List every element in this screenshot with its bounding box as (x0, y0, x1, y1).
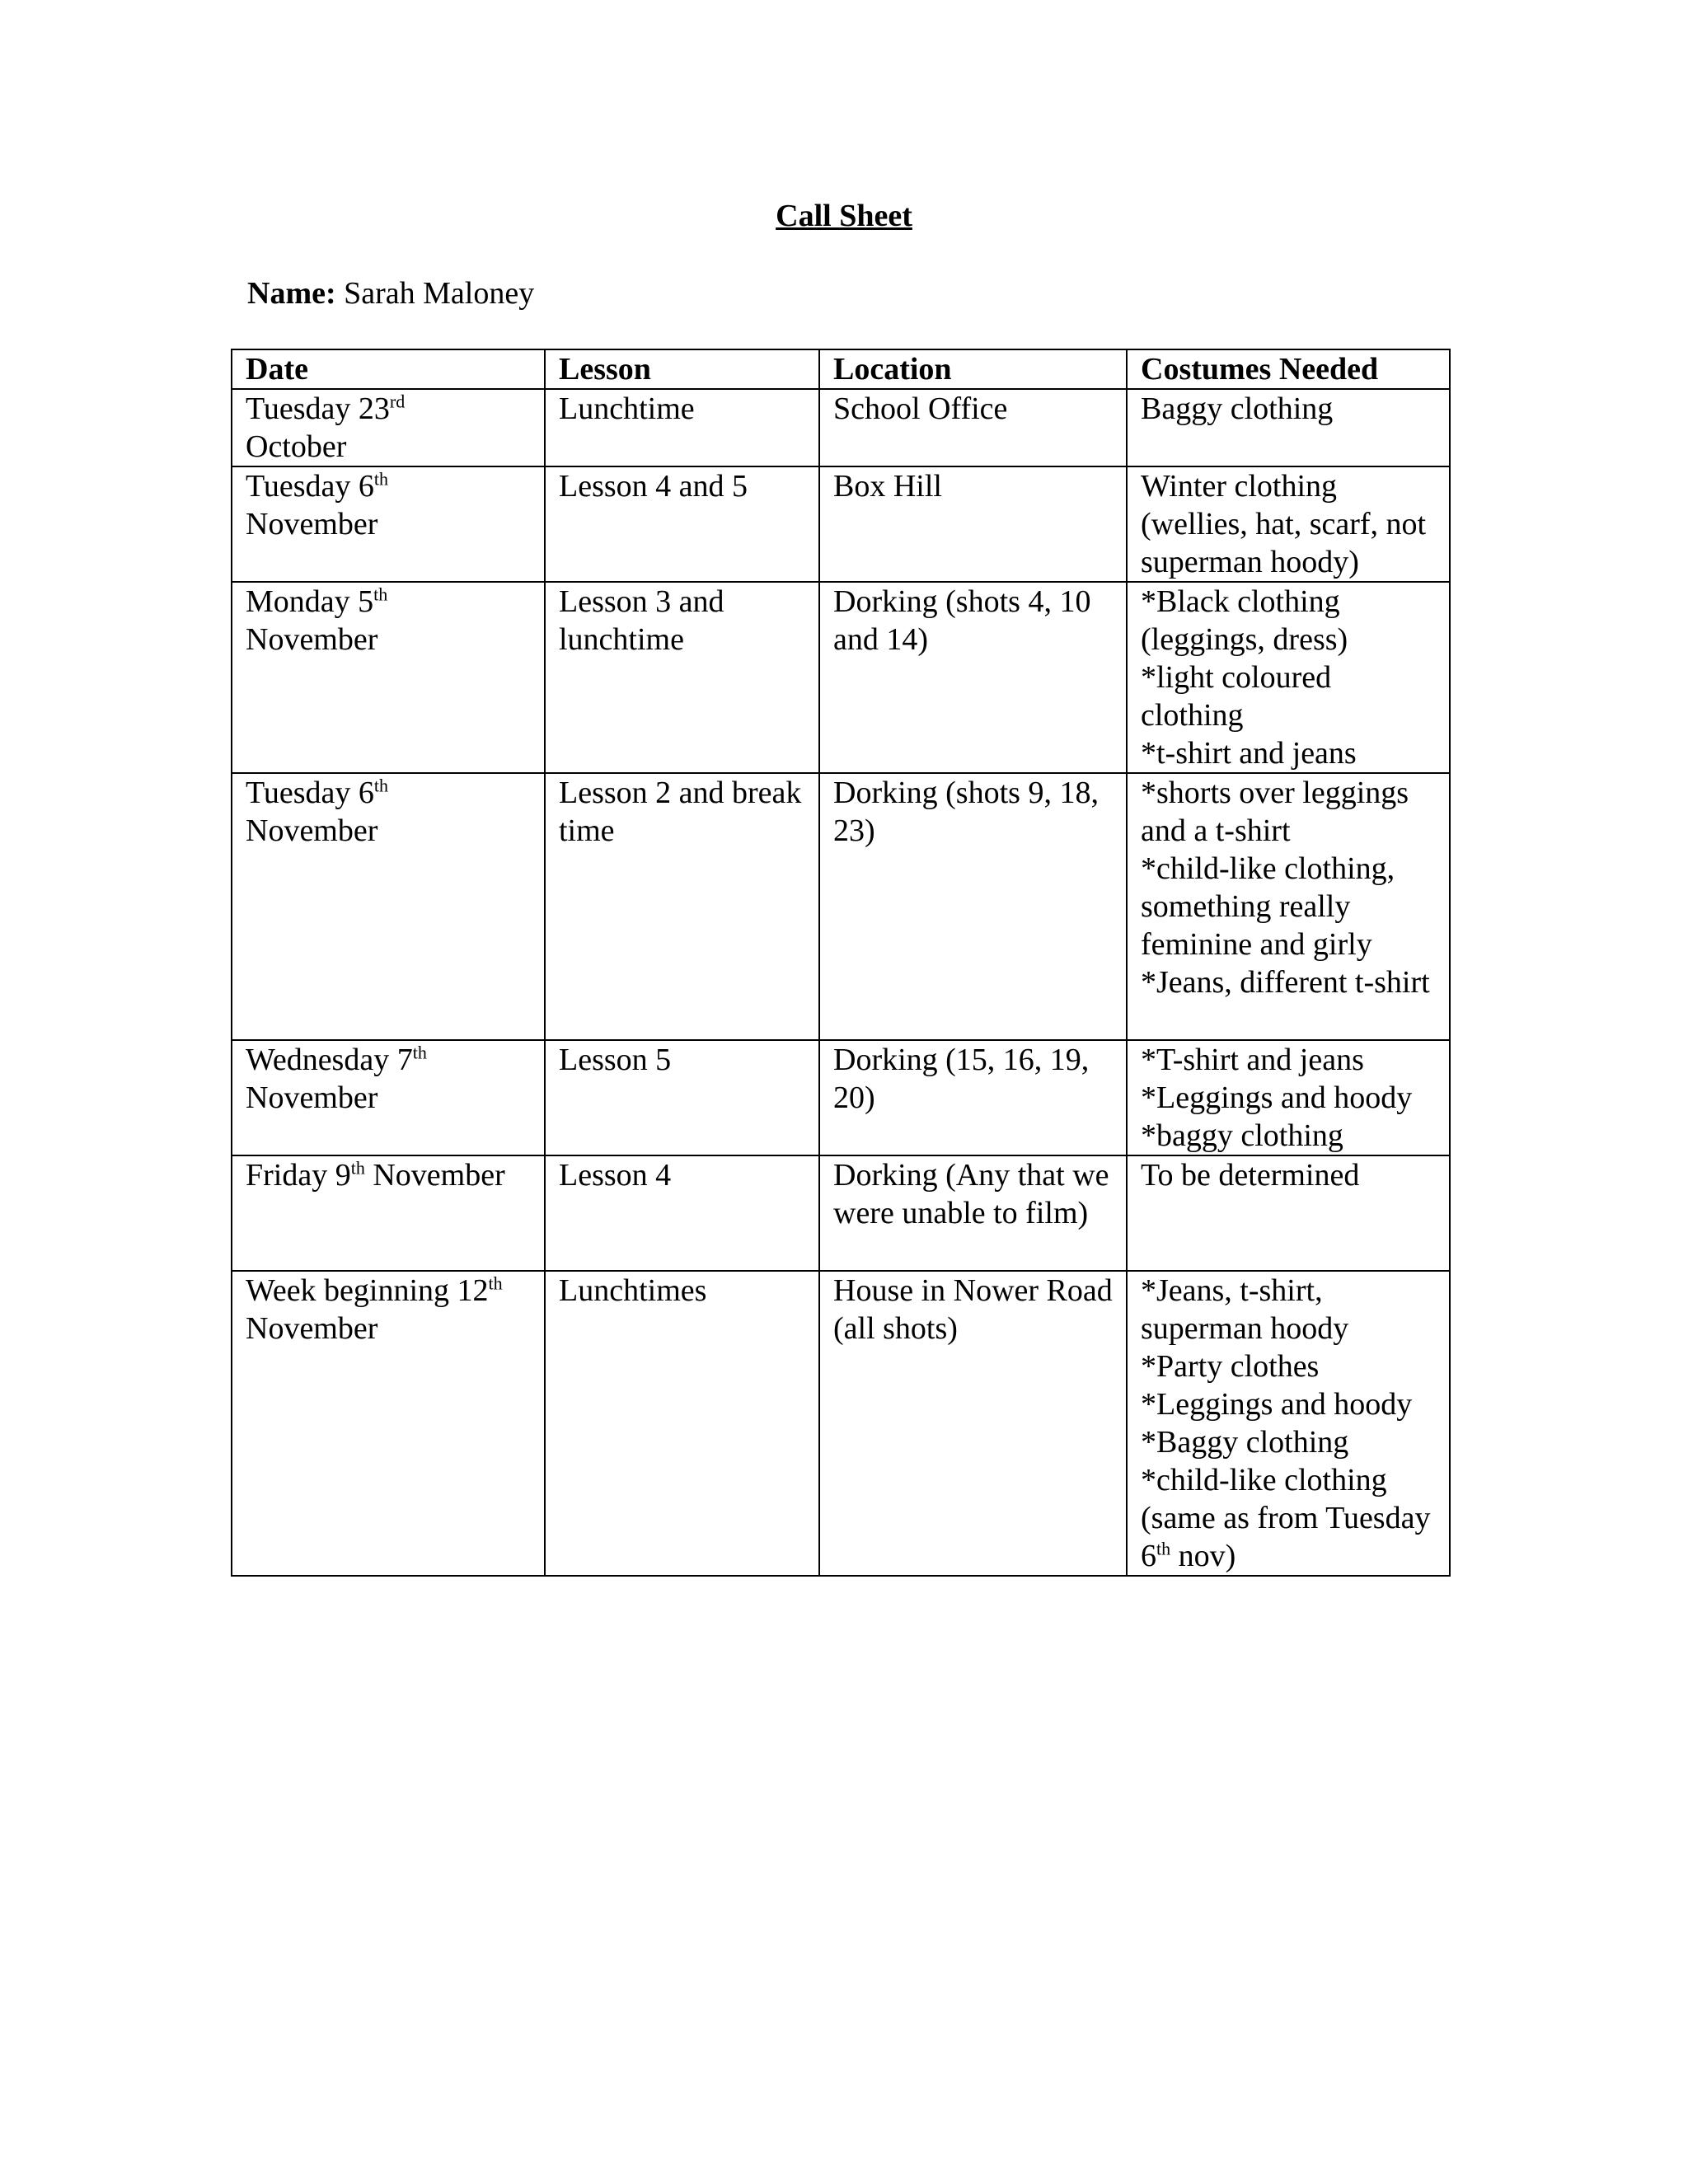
table-row (232, 1155, 1450, 1271)
date-ordinal: th (373, 583, 388, 605)
costumes-cell (1127, 1271, 1450, 1576)
lesson-cell: Lesson 3 and lunchtime (545, 582, 819, 773)
lesson-cell: Lunchtimes (545, 1271, 819, 1576)
date-month: November (246, 507, 378, 541)
name-label: Name: (247, 276, 336, 311)
date-text: Friday 9 (246, 1158, 351, 1193)
date-cell (232, 1271, 545, 1576)
date-month: October (246, 429, 347, 464)
date-month: November (246, 813, 378, 848)
table-row (232, 582, 1450, 773)
header-costumes: Costumes Needed (1127, 349, 1450, 389)
costumes-ordinal: th (1156, 1538, 1171, 1559)
name-line (247, 274, 534, 313)
date-cell (232, 389, 545, 466)
call-sheet-table (231, 349, 1451, 1577)
date-cell (232, 466, 545, 582)
location-cell: Dorking (15, 16, 19, 20) (819, 1040, 1127, 1155)
date-month: November (246, 1311, 378, 1346)
table-row (232, 466, 1450, 582)
location-cell: Dorking (Any that we were unable to film) (819, 1155, 1127, 1271)
lesson-cell: Lesson 4 (545, 1155, 819, 1271)
date-month: November (246, 622, 378, 657)
date-text: Tuesday 6 (246, 776, 374, 810)
date-cell (232, 1155, 545, 1271)
costumes-cell: *Black clothing (leggings, dress) *light coloured clothing *t-shirt and jeans (1127, 582, 1450, 773)
location-cell: Dorking (shots 9, 18, 23) (819, 773, 1127, 1040)
header-date: Date (232, 349, 545, 389)
date-text: Tuesday 6 (246, 469, 374, 504)
date-text: Week beginning 12 (246, 1273, 489, 1308)
date-ordinal: rd (389, 391, 406, 412)
costumes-cell: *T-shirt and jeans *Leggings and hoody *baggy clothing (1127, 1040, 1450, 1155)
date-ordinal: th (412, 1042, 427, 1063)
date-ordinal: th (350, 1157, 365, 1179)
location-cell: Dorking (shots 4, 10 and 14) (819, 582, 1127, 773)
name-value: Sarah Maloney (344, 276, 535, 311)
date-text: Wednesday 7 (246, 1043, 413, 1077)
date-ordinal: th (488, 1272, 503, 1294)
lesson-cell: Lesson 2 and break time (545, 773, 819, 1040)
lesson-cell: Lunchtime (545, 389, 819, 466)
lesson-cell: Lesson 5 (545, 1040, 819, 1155)
date-cell (232, 1040, 545, 1155)
lesson-cell: Lesson 4 and 5 (545, 466, 819, 582)
date-cell (232, 773, 545, 1040)
page-title: Call Sheet (776, 199, 912, 233)
location-cell: Box Hill (819, 466, 1127, 582)
date-ordinal: th (373, 775, 389, 796)
date-cell (232, 582, 545, 773)
location-cell: School Office (819, 389, 1127, 466)
table-row (232, 1271, 1450, 1576)
costumes-text-end: nov) (1178, 1539, 1236, 1573)
header-lesson: Lesson (545, 349, 819, 389)
date-text: Tuesday 23 (246, 391, 390, 426)
costumes-cell: Winter clothing (wellies, hat, scarf, not superman hoody) (1127, 466, 1450, 582)
table-row (232, 1040, 1450, 1155)
date-month: November (373, 1158, 505, 1193)
header-location: Location (819, 349, 1127, 389)
costumes-cell: *shorts over leggings and a t-shirt *child-like clothing, something really feminine and girly *Jeans, different t-shirt (1127, 773, 1450, 1040)
location-cell: House in Nower Road (all shots) (819, 1271, 1127, 1576)
table-row (232, 773, 1450, 1040)
date-month: November (246, 1080, 378, 1115)
costumes-cell: Baggy clothing (1127, 389, 1450, 466)
table-row (232, 389, 1450, 466)
costumes-text: *Jeans, t-shirt, superman hoody *Party clothes *Leggings and hoody *Baggy clothing *child-like clothing (same as from Tuesday 6 (1141, 1273, 1431, 1573)
date-text: Monday 5 (246, 584, 374, 619)
table-header-row (232, 349, 1450, 389)
date-ordinal: th (373, 468, 389, 490)
costumes-cell: To be determined (1127, 1155, 1450, 1271)
